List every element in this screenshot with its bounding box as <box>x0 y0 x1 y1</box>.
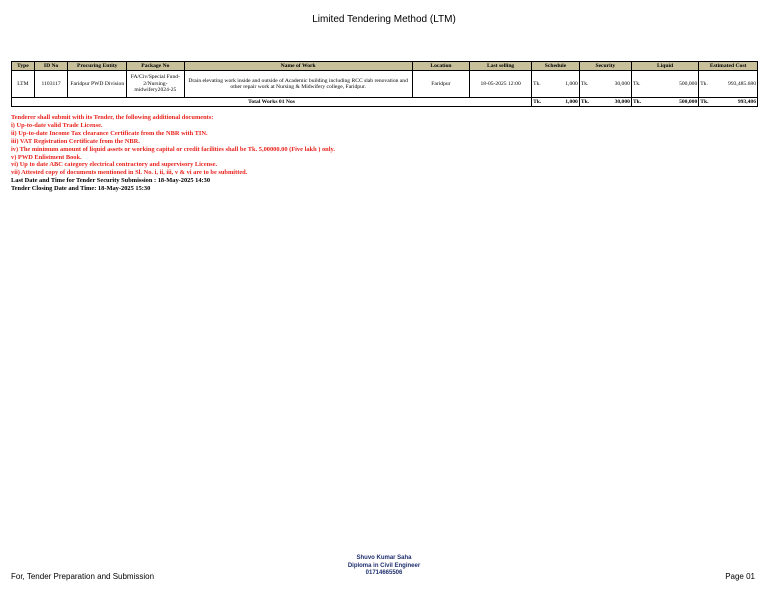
header-estimated-cost: Estimated Cost <box>699 62 758 71</box>
header-id-no: ID No <box>34 62 68 71</box>
cell-security-currency: Tk. <box>579 71 594 98</box>
signatory-name: Shuvo Kumar Saha <box>356 555 412 561</box>
cell-type: LTM <box>12 71 35 98</box>
header-name-of-work: Name of Work <box>184 62 412 71</box>
note-line: vi) Up to date ABC category electrical contractory and supervisory License. <box>11 161 218 169</box>
header-security: Security <box>579 62 631 71</box>
cell-last-selling: 18-05-2025 12:00 <box>470 71 532 98</box>
note-line: i) Up-to-date valid Trade License. <box>11 121 103 129</box>
note-line: iv) The minimum amount of liquid assets or working capital or credit facilities shall be Tk. 5,00000.00 (Five lakh ) only. <box>11 145 335 153</box>
tender-table <box>11 61 758 107</box>
notes-section <box>11 114 335 193</box>
note-line: v) PWD Enlistment Book. <box>11 153 82 161</box>
table-total-row <box>12 98 758 107</box>
note-line: ii) Up-to-date Income Tax clearance Certificate from the NBR with TIN. <box>11 129 208 137</box>
total-label: Total Works 01 Nos <box>12 98 532 107</box>
cell-schedule: 1,000 <box>547 71 580 98</box>
header-last-selling: Last selling <box>470 62 532 71</box>
cell-estimated-currency: Tk. <box>699 71 714 98</box>
header-liquid: Liquid <box>631 62 698 71</box>
total-schedule-currency: Tk. <box>532 98 547 107</box>
total-liquid: 500,000 <box>647 98 699 107</box>
page-number: Page 01 <box>725 572 755 581</box>
cell-liquid-currency: Tk. <box>631 71 646 98</box>
cell-schedule-currency: Tk. <box>532 71 547 98</box>
cell-location: Faridpur <box>412 71 470 98</box>
header-schedule: Schedule <box>532 62 580 71</box>
total-security: 30,000 <box>595 98 632 107</box>
cell-liquid: 500,000 <box>647 71 699 98</box>
total-schedule: 1,000 <box>547 98 580 107</box>
note-line: Tenderer shall submit with its Tender, the following additional documents: <box>11 114 214 121</box>
security-deadline: Last Date and Time for Tender Security Submission : 18-May-2025 14:30 <box>11 177 211 185</box>
footer-left-text: For, Tender Preparation and Submission <box>11 572 155 581</box>
signatory-designation: Diploma in Civil Engineer <box>347 562 421 569</box>
note-line: iii) VAT Registration Certificate from the NBR. <box>11 137 140 145</box>
cell-procuring-entity: Faridpur PWD Division <box>68 71 127 98</box>
total-liquid-currency: Tk. <box>631 98 646 107</box>
table-header-row <box>12 62 758 71</box>
table-row <box>12 71 758 98</box>
signatory-phone: 01714665506 <box>365 570 403 576</box>
header-package-no: Package No <box>127 62 185 71</box>
closing-deadline: Tender Closing Date and Time: 18-May-2025 15:30 <box>11 185 151 193</box>
cell-security: 30,000 <box>595 71 632 98</box>
total-estimated-currency: Tk. <box>699 98 714 107</box>
cell-name-of-work: Drain elevating work inside and outside of Academic building including RCC slab renovation and other repair work at Nursing & Midwifery college, Faridpur. <box>184 71 412 98</box>
cell-id-no: 1103117 <box>34 71 68 98</box>
header-type: Type <box>12 62 35 71</box>
cell-estimated-cost: 993,485.680 <box>714 71 758 98</box>
header-location: Location <box>412 62 470 71</box>
header-procuring-entity: Procuring Entity <box>68 62 127 71</box>
page-title: Limited Tendering Method (LTM) <box>312 14 456 25</box>
total-estimated-cost: 993,486 <box>714 98 758 107</box>
cell-package-no: FA/Civ/Special Fund-2/Nursing-midwifery2024-25 <box>127 71 185 98</box>
total-security-currency: Tk. <box>579 98 594 107</box>
note-line: vii) Attested copy of documents mentioned in Sl. No. i, ii, iii, v & vi are to be submitted. <box>11 169 248 177</box>
